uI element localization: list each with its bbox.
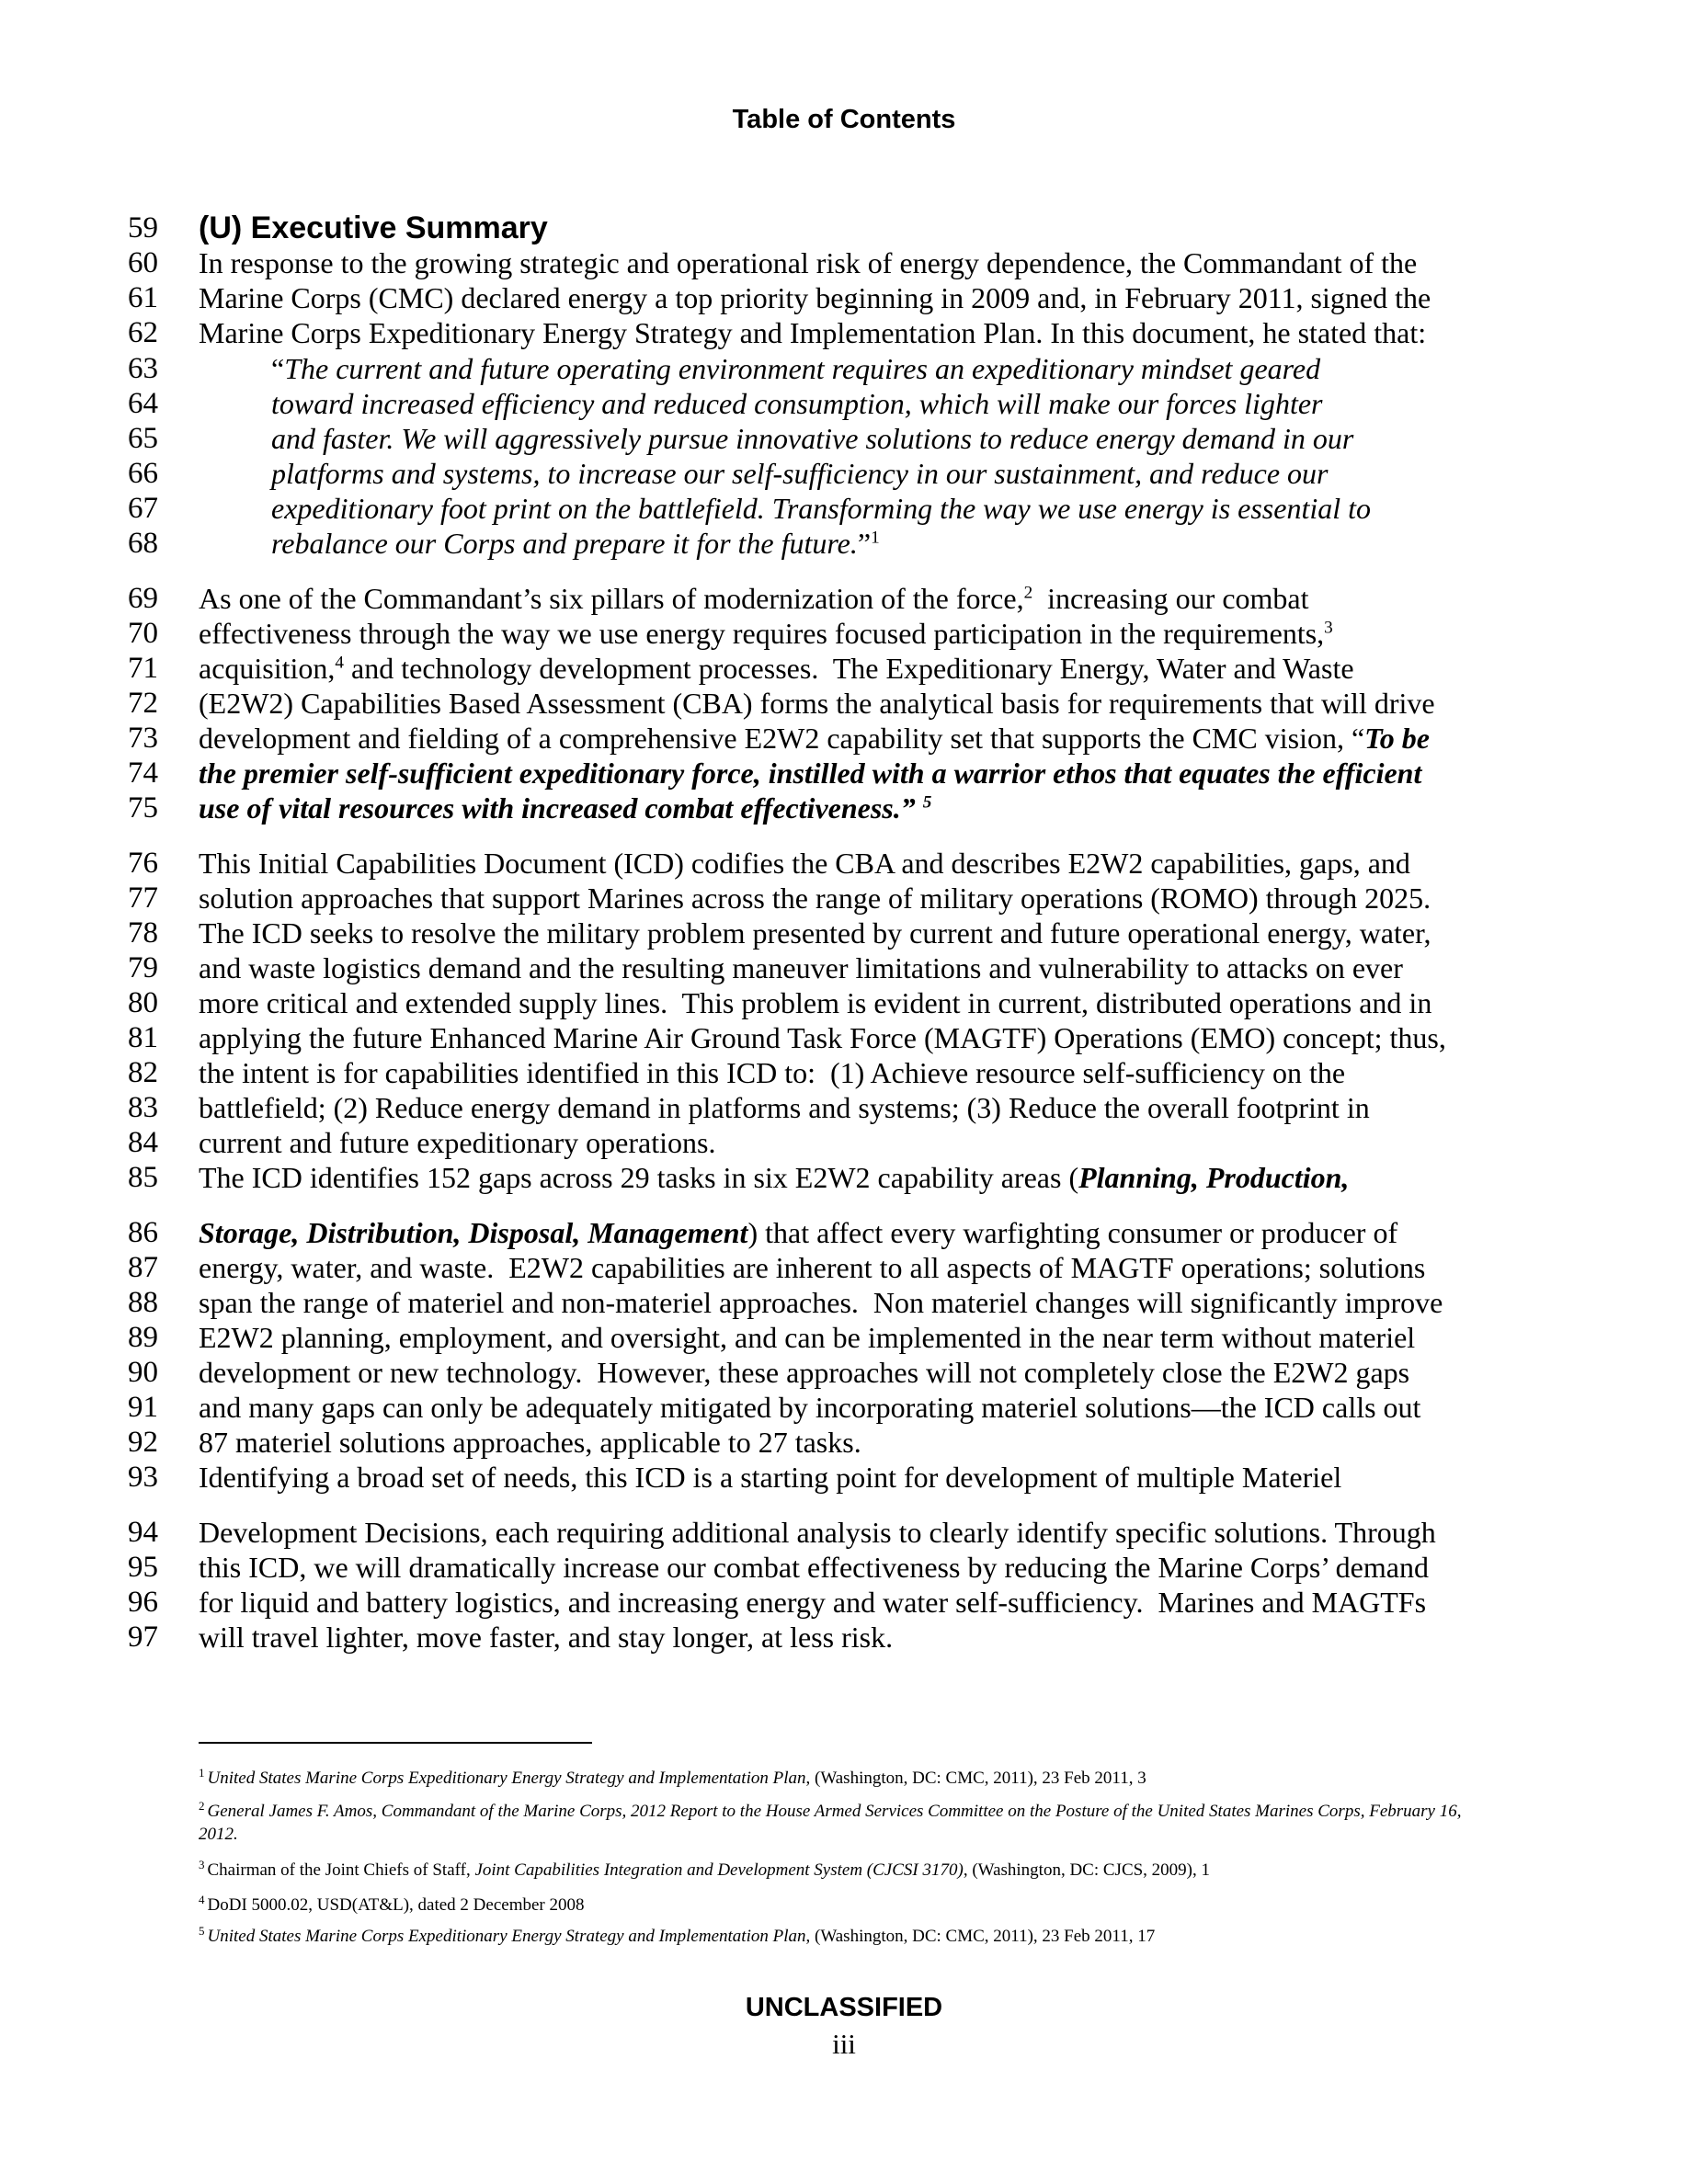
body-line: the premier self-sufficient expeditionary force, instilled with a warrior ethos that equates the efficient: [199, 756, 1422, 790]
footnote-marker: 1: [199, 1765, 205, 1780]
line-number: 94: [128, 1516, 158, 1549]
classification-marking: UNCLASSIFIED: [745, 1993, 943, 2022]
body-line: will travel lighter, move faster, and stay longer, at less risk.: [199, 1621, 894, 1654]
body-line: E2W2 planning, employment, and oversight, and can be implemented in the near term without materiel: [199, 1321, 1416, 1354]
body-line: more critical and extended supply lines. This problem is evident in current, distributed operations and in: [199, 986, 1432, 1019]
line-number: 72: [128, 687, 158, 720]
line-number: 80: [128, 986, 158, 1019]
line-number: 91: [128, 1391, 158, 1424]
line-number: 66: [128, 457, 158, 490]
line-number: 64: [128, 387, 158, 420]
line-number: 65: [128, 422, 158, 455]
footnote-1: $^1$ United States Marine Corps Expeditionary Energy Strategy and Implementation Plan, (Washington, DC: CMC, 2011), 23 Feb 2011, 3: [199, 1765, 1146, 1788]
line-number: 96: [128, 1586, 158, 1619]
line-number: 81: [128, 1021, 158, 1054]
line-number: 97: [128, 1621, 158, 1654]
body-line: the intent is for capabilities identified in this ICD to: (1) Achieve resource self-sufficiency on the: [199, 1056, 1346, 1089]
quote-line: rebalance our Corps and prepare it for the future.”$^1$: [271, 527, 880, 560]
body-line: this ICD, we will dramatically increase our combat effectiveness by reducing the Marine Corps’ demand: [199, 1551, 1429, 1584]
line-number: 86: [128, 1216, 158, 1249]
body-line: for liquid and battery logistics, and increasing energy and water self-sufficiency. Marines and MAGTFs: [199, 1586, 1427, 1619]
footnote-5: $^5$ United States Marine Corps Expeditionary Energy Strategy and Implementation Plan, (Washington, DC: CMC, 2011), 23 Feb 2011, 17: [199, 1923, 1156, 1946]
line-number: 74: [128, 756, 158, 790]
line-number: 60: [128, 246, 158, 279]
quote-line: “The current and future operating environment requires an expeditionary mindset geared: [271, 352, 1321, 385]
line-number: 61: [128, 281, 158, 314]
body-line: Identifying a broad set of needs, this ICD is a starting point for development of multiple Materiel: [199, 1461, 1342, 1494]
quote-line: and faster. We will aggressively pursue innovative solutions to reduce energy demand in our: [271, 422, 1354, 455]
footnote-4: $^4$ DoDI 5000.02, USD(AT&L), dated 2 December 2008: [199, 1892, 585, 1915]
body-line: The ICD identifies 152 gaps across 29 tasks in six E2W2 capability areas (Planning, Production,: [199, 1161, 1350, 1194]
footnote-separator: [199, 1742, 592, 1744]
line-number: 68: [128, 527, 158, 560]
line-number: 69: [128, 582, 158, 615]
line-number: 78: [128, 916, 158, 950]
line-number: 83: [128, 1091, 158, 1124]
section-heading: (U) Executive Summary: [199, 210, 548, 245]
line-number: 95: [128, 1551, 158, 1584]
body-line: In response to the growing strategic and operational risk of energy dependence, the Commandant of the: [199, 246, 1418, 279]
line-number: 89: [128, 1321, 158, 1354]
body-line: Marine Corps Expeditionary Energy Strategy and Implementation Plan. In this document, he stated that:: [199, 316, 1427, 349]
quote-line: platforms and systems, to increase our self-sufficiency in our sustainment, and reduce our: [271, 457, 1329, 490]
line-number: 85: [128, 1161, 158, 1194]
line-number: 71: [128, 652, 158, 685]
body-line: battlefield; (2) Reduce energy demand in platforms and systems; (3) Reduce the overall footprint in: [199, 1091, 1370, 1124]
body-line: (E2W2) Capabilities Based Assessment (CBA) forms the analytical basis for requirements that will drive: [199, 687, 1435, 720]
body-line: solution approaches that support Marines across the range of military operations (ROMO) through 2025.: [199, 882, 1431, 915]
line-number: 82: [128, 1056, 158, 1089]
page-header-title: Table of Contents: [732, 105, 956, 134]
body-line: development or new technology. However, these approaches will not completely close the E2W2 gaps: [199, 1356, 1410, 1389]
line-number: 73: [128, 722, 158, 755]
body-line: acquisition,$^4$ and technology development processes. The Expeditionary Energy, Water and Waste: [199, 652, 1354, 685]
line-number: 70: [128, 617, 158, 650]
footnote-2: $^2$ General James F. Amos, Commandant of the Marine Corps, 2012 Report to the House Armed Services Committee on the Posture of the United States Marines Corps, February 16, 2012.: [199, 1798, 1462, 1844]
line-number: 93: [128, 1461, 158, 1494]
body-line: applying the future Enhanced Marine Air Ground Task Force (MAGTF) Operations (EMO) concept; thus,: [199, 1021, 1446, 1054]
body-line: development and fielding of a comprehensive E2W2 capability set that supports the CMC vision, “To be: [199, 722, 1430, 755]
quote-line: toward increased efficiency and reduced consumption, which will make our forces lighter: [271, 387, 1323, 420]
body-line: As one of the Commandant’s six pillars of modernization of the force,$^2$ increasing our combat: [199, 582, 1309, 615]
body-line: and waste logistics demand and the resulting maneuver limitations and vulnerability to attacks on ever: [199, 951, 1403, 984]
body-line: span the range of materiel and non-materiel approaches. Non materiel changes will significantly improve: [199, 1286, 1443, 1319]
body-line: This Initial Capabilities Document (ICD) codifies the CBA and describes E2W2 capabilities, gaps, and: [199, 847, 1410, 880]
quote-line: expeditionary foot print on the battlefield. Transforming the way we use energy is essential to: [271, 492, 1372, 525]
footnote-marker: 5: [199, 1923, 205, 1938]
body-line: and many gaps can only be adequately mitigated by incorporating materiel solutions—the ICD calls out: [199, 1391, 1421, 1424]
line-number: 67: [128, 492, 158, 525]
line-number: 90: [128, 1356, 158, 1389]
body-line: Development Decisions, each requiring additional analysis to clearly identify specific solutions. Through: [199, 1516, 1436, 1549]
body-line: 87 materiel solutions approaches, applicable to 27 tasks.: [199, 1426, 861, 1459]
body-line: Marine Corps (CMC) declared energy a top priority beginning in 2009 and, in February 2011, signed the: [199, 281, 1431, 314]
footnote-marker: 2: [199, 1798, 205, 1813]
body-line: energy, water, and waste. E2W2 capabilities are inherent to all aspects of MAGTF operations; solutions: [199, 1251, 1426, 1284]
page-number: iii: [832, 2028, 856, 2060]
line-number: 59: [128, 211, 158, 245]
line-number: 92: [128, 1426, 158, 1459]
body-line: Storage, Distribution, Disposal, Management) that affect every warfighting consumer or producer of: [199, 1216, 1398, 1249]
body-line: use of vital resources with increased combat effectiveness.” $^5$: [199, 791, 932, 825]
footnote-marker: 3: [199, 1857, 205, 1871]
line-number: 63: [128, 352, 158, 385]
line-number: 84: [128, 1126, 158, 1159]
line-number: 87: [128, 1251, 158, 1284]
line-number: 79: [128, 951, 158, 984]
line-number: 75: [128, 791, 158, 825]
line-number: 77: [128, 882, 158, 915]
line-number: 62: [128, 316, 158, 349]
footnote-marker: 4: [199, 1892, 205, 1906]
line-number: 88: [128, 1286, 158, 1319]
body-line: effectiveness through the way we use energy requires focused participation in the requirements,$^3$: [199, 617, 1333, 650]
body-line: current and future expeditionary operations.: [199, 1126, 716, 1159]
line-number: 76: [128, 847, 158, 880]
footnote-3: $^3$ Chairman of the Joint Chiefs of Staff, Joint Capabilities Integration and Development System (CJCSI 3170), (Washington, DC: CJCS, 2009), 1: [199, 1857, 1211, 1880]
body-line: The ICD seeks to resolve the military problem presented by current and future operational energy, water,: [199, 916, 1431, 950]
